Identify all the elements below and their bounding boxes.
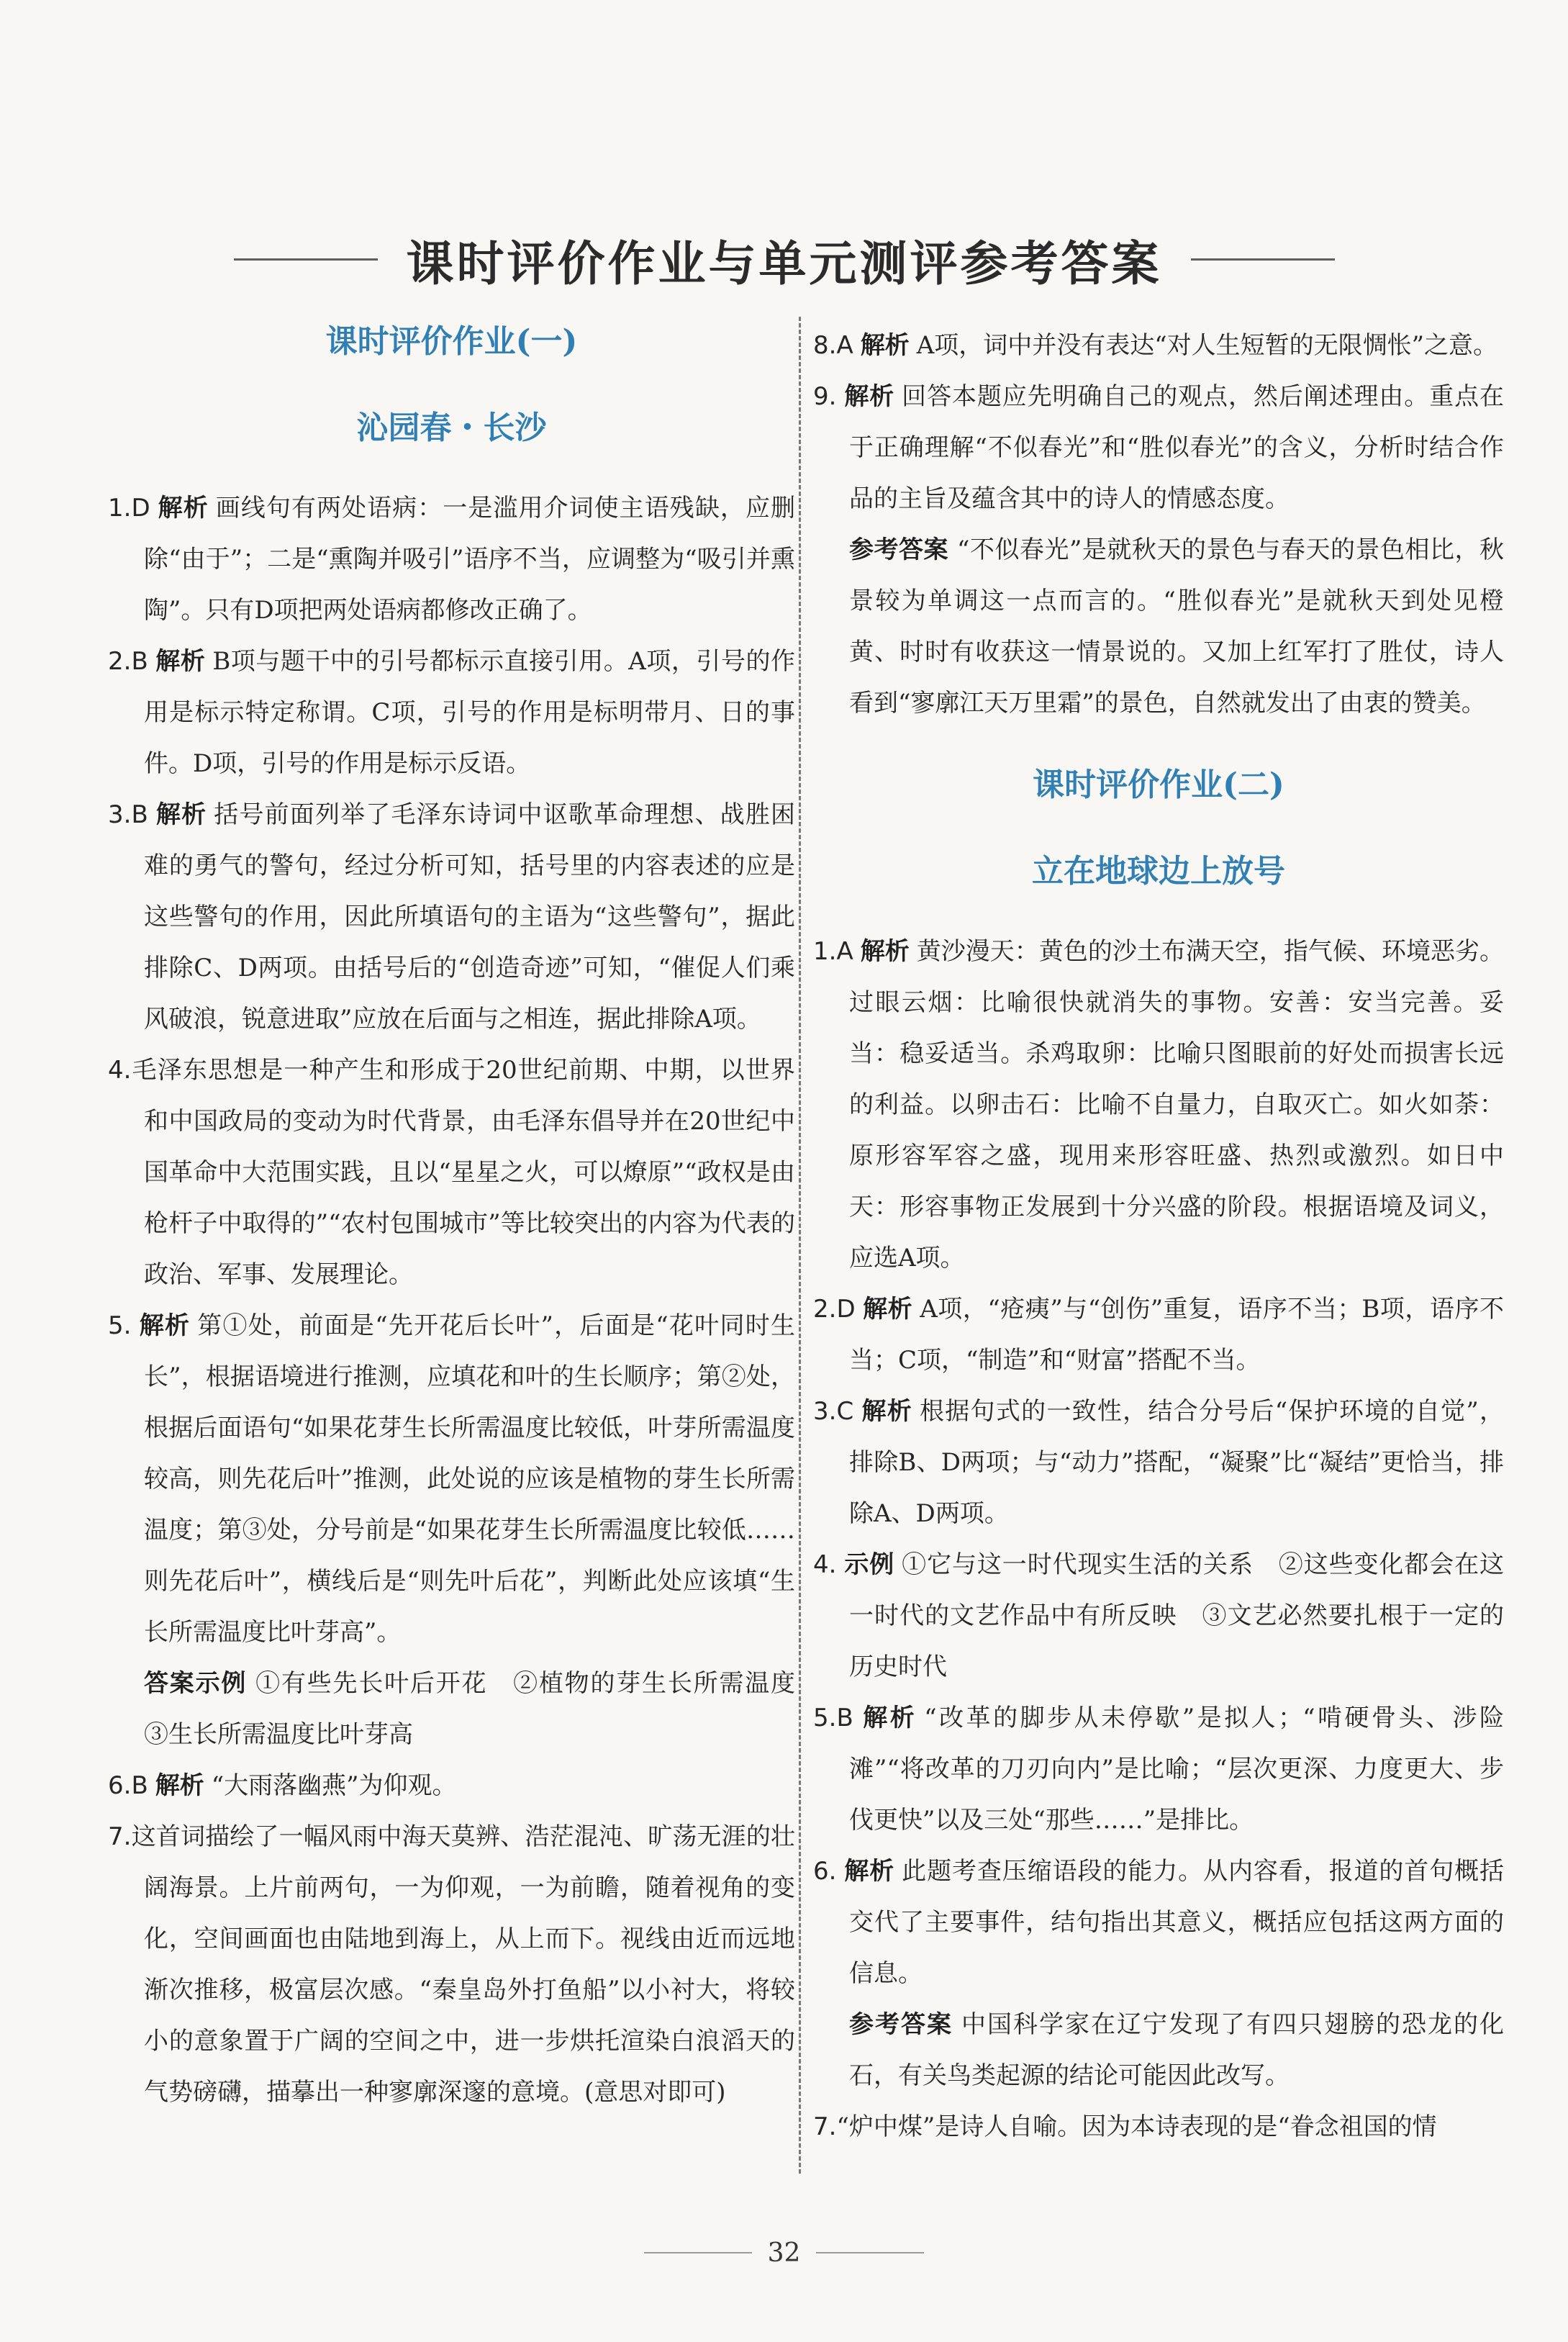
page-number: 32	[767, 2238, 801, 2268]
left-answer-list	[108, 483, 820, 2118]
answer-item	[108, 1760, 795, 1812]
column-divider	[799, 317, 801, 2174]
answer-item	[813, 1386, 1504, 1540]
item-number: 2.B	[108, 647, 148, 676]
item-number: 1.D	[108, 494, 150, 523]
item-keyword: 参考答案	[849, 535, 949, 564]
item-keyword: 解析	[157, 494, 209, 523]
item-keyword: 参考答案	[849, 2010, 953, 2039]
item-keyword: 解析	[155, 1771, 204, 1800]
item-keyword: 解析	[860, 1704, 917, 1732]
item-text: 此题考查压缩语段的能力。从内容看，报道的首句概括交代了主要事件，结句指出其意义，概括应包括这两方面的信息。	[849, 1857, 1504, 1988]
item-text: “改革的脚步从未停歇”是拟人；“啃硬骨头、涉险滩”“将改革的刀刃向内”是比喻；“层次更深、力度更大、步伐更快”以及三处“那些……”是排比。	[849, 1704, 1504, 1835]
item-keyword: 解析	[843, 1857, 895, 1886]
item-number: 8.A	[813, 331, 853, 360]
item-number: 4.	[108, 1056, 132, 1085]
answer-item	[108, 1045, 795, 1301]
item-number: 6.	[813, 1857, 837, 1886]
answer-item	[108, 1301, 795, 1658]
item-text: 画线句有两处语病：一是滥用介词使主语残缺，应删除“由于”；二是“熏陶并吸引”语序不当，应调整为“吸引并熏陶”。只有D项把两处语病都修改正确了。	[144, 494, 796, 625]
section-title-1: 课时评价作业(一)	[325, 323, 578, 360]
answer-item	[813, 320, 1504, 371]
item-text: “炉中煤”是诗人自喻。因为本诗表现的是“眷念祖国的情	[836, 2112, 1437, 2141]
page-title: 课时评价作业与单元测评参考答案	[406, 235, 1162, 291]
answer-item	[813, 371, 1504, 525]
item-number: 6.B	[108, 1771, 148, 1800]
lesson-title-2: 立在地球边上放号	[1032, 853, 1285, 890]
item-keyword: 解析	[860, 331, 910, 360]
item-text: A项，词中并没有表达“对人生短暂的无限惆怅”之意。	[916, 331, 1498, 360]
item-number: 1.A	[813, 937, 853, 966]
item-text: 括号前面列举了毛泽东诗词中讴歌革命理想、战胜困难的勇气的警句，经过分析可知，括号里的内容表述的应是这些警句的作用，因此所填语句的主语为“这些警句”，据此排除C、D两项。由括号后的“创造奇迹”可知，“催促人们乘风破浪，锐意进取”应放在后面与之相连，据此排除A项。	[144, 800, 796, 1034]
answer-block	[813, 525, 1504, 729]
answer-item	[108, 790, 795, 1045]
answer-item	[813, 1540, 1504, 1693]
title-rule-right	[1191, 258, 1335, 261]
answer-block	[108, 1658, 820, 1760]
right-answer-list	[813, 926, 1504, 2153]
item-keyword: 示例	[843, 1550, 895, 1579]
item-text: 第①处，前面是“先开花后长叶”，后面是“花叶同时生长”，根据语境进行推测，应填花和叶的生长顺序；第②处，根据后面语句“如果花芽生长所需温度比较低，叶芽所需温度较高，则先花后叶”推测，此处说的应该是植物的芽生长所需温度；第③处，分号前是“如果花芽生长所需温度比较低……则先花后叶”，横线后是“则先叶后花”，判断此处应该填“生长所需温度比叶芽高”。	[144, 1311, 795, 1647]
answer-block	[813, 1999, 1504, 2102]
title-rule-left	[234, 258, 378, 261]
item-number: 5.B	[813, 1704, 853, 1732]
answer-item	[108, 483, 795, 636]
item-text: 毛泽东思想是一种产生和形成于20世纪前期、中期，以世界和中国政局的变动为时代背景，由毛泽东倡导并在20世纪中国革命中大范围实践，且以“星星之火，可以燎原”“政权是由枪杆子中取得的”“农村包围城市”等比较突出的内容为代表的政治、军事、发展理论。	[131, 1056, 795, 1289]
left-column	[108, 320, 820, 2192]
lesson-title-1: 沁园春・长沙	[356, 410, 547, 446]
item-number: 2.D	[813, 1295, 856, 1324]
item-keyword: 解析	[862, 1295, 913, 1324]
item-keyword: 解析	[843, 382, 895, 411]
answer-item	[108, 636, 795, 790]
footer-rule-left	[644, 2252, 752, 2253]
right-column	[813, 320, 1504, 2192]
answer-item	[813, 1846, 1504, 1999]
item-keyword: 解析	[138, 1311, 191, 1340]
item-text: “大雨落幽燕”为仰观。	[211, 1771, 457, 1800]
item-keyword: 答案示例	[144, 1669, 248, 1698]
item-text: 回答本题应先明确自己的观点，然后阐述理由。重点在于正确理解“不似春光”和“胜似春光”的含义，分析时结合作品的主旨及蕴含其中的诗人的情感态度。	[849, 382, 1504, 513]
item-text: A项，“疮痍”与“创伤”重复，语序不当；B项，语序不当；C项，“制造”和“财富”搭配不当。	[849, 1295, 1504, 1375]
item-text: ①有些先长叶后开花 ②植物的芽生长所需温度 ③生长所需温度比叶芽高	[144, 1669, 820, 1749]
page-footer	[0, 2231, 1568, 2274]
section-title-2: 课时评价作业(二)	[1033, 767, 1284, 803]
answer-item	[108, 1812, 795, 2118]
item-number: 7.	[813, 2112, 837, 2141]
item-keyword: 解析	[155, 800, 207, 829]
answer-item	[813, 1693, 1504, 1846]
footer-rule-right	[816, 2252, 924, 2253]
item-text: “不似春光”是就秋天的景色与春天的景色相比，秋景较为单调这一点而言的。“胜似春光”是就秋天到处见橙黄、时时有收获这一情景说的。又加上红军打了胜仗，诗人看到“寥廓江天万里霜”的景色，自然就发出了由衷的赞美。	[849, 535, 1505, 718]
item-number: 4.	[813, 1550, 837, 1579]
item-text: 根据句式的一致性，结合分号后“保护环境的自觉”，排除B、D两项；与“动力”搭配，“凝聚”比“凝结”更恰当，排除A、D两项。	[849, 1397, 1505, 1528]
item-number: 3.C	[813, 1397, 854, 1426]
item-number: 3.B	[108, 800, 148, 829]
answer-item	[813, 2102, 1504, 2153]
item-number: 5.	[108, 1311, 132, 1340]
item-text: 中国科学家在辽宁发现了有四只翅膀的恐龙的化石，有关鸟类起源的结论可能因此改写。	[849, 2010, 1504, 2090]
item-keyword: 解析	[155, 647, 206, 676]
right-answer-list-top	[813, 320, 1504, 729]
item-text: 这首词描绘了一幅风雨中海天莫辨、浩茫混沌、旷荡无涯的壮阔海景。上片前两句，一为仰观，一为前瞻，随着视角的变化，空间画面也由陆地到海上，从上而下。视线由近而远地渐次推移，极富层次感。“秦皇岛外打鱼船”以小衬大，将较小的意象置于广阔的空间之中，进一步烘托渲染白浪滔天的气势磅礴，描摹出一种寥廓深邃的意境。(意思对即可)	[131, 1822, 795, 2107]
page-header	[0, 216, 1568, 302]
item-keyword: 解析	[861, 1397, 913, 1426]
item-text: 黄沙漫天：黄色的沙土布满天空，指气候、环境恶劣。过眼云烟：比喻很快就消失的事物。安善：安当完善。妥当：稳妥适当。杀鸡取卵：比喻只图眼前的好处而损害长远的利益。以卵击石：比喻不自量力，自取灭亡。如火如荼：原形容军容之盛，现用来形容旺盛、热烈或激烈。如日中天：形容事物正发展到十分兴盛的阶段。根据语境及词义，应选A项。	[849, 937, 1505, 1272]
item-text: B项与题干中的引号都标示直接引用。A项，引号的作用是标示特定称谓。C项，引号的作用是标明带月、日的事件。D项，引号的作用是标示反语。	[144, 647, 796, 778]
item-keyword: 解析	[860, 937, 910, 966]
item-text: ①它与这一时代现实生活的关系 ②这些变化都会在这一时代的文艺作品中有所反映 ③文艺必然要扎根于一定的历史时代	[849, 1550, 1504, 1681]
item-number: 7.	[108, 1822, 132, 1851]
item-number: 9.	[813, 382, 837, 411]
answer-item	[813, 926, 1504, 1284]
answer-item	[813, 1284, 1504, 1386]
